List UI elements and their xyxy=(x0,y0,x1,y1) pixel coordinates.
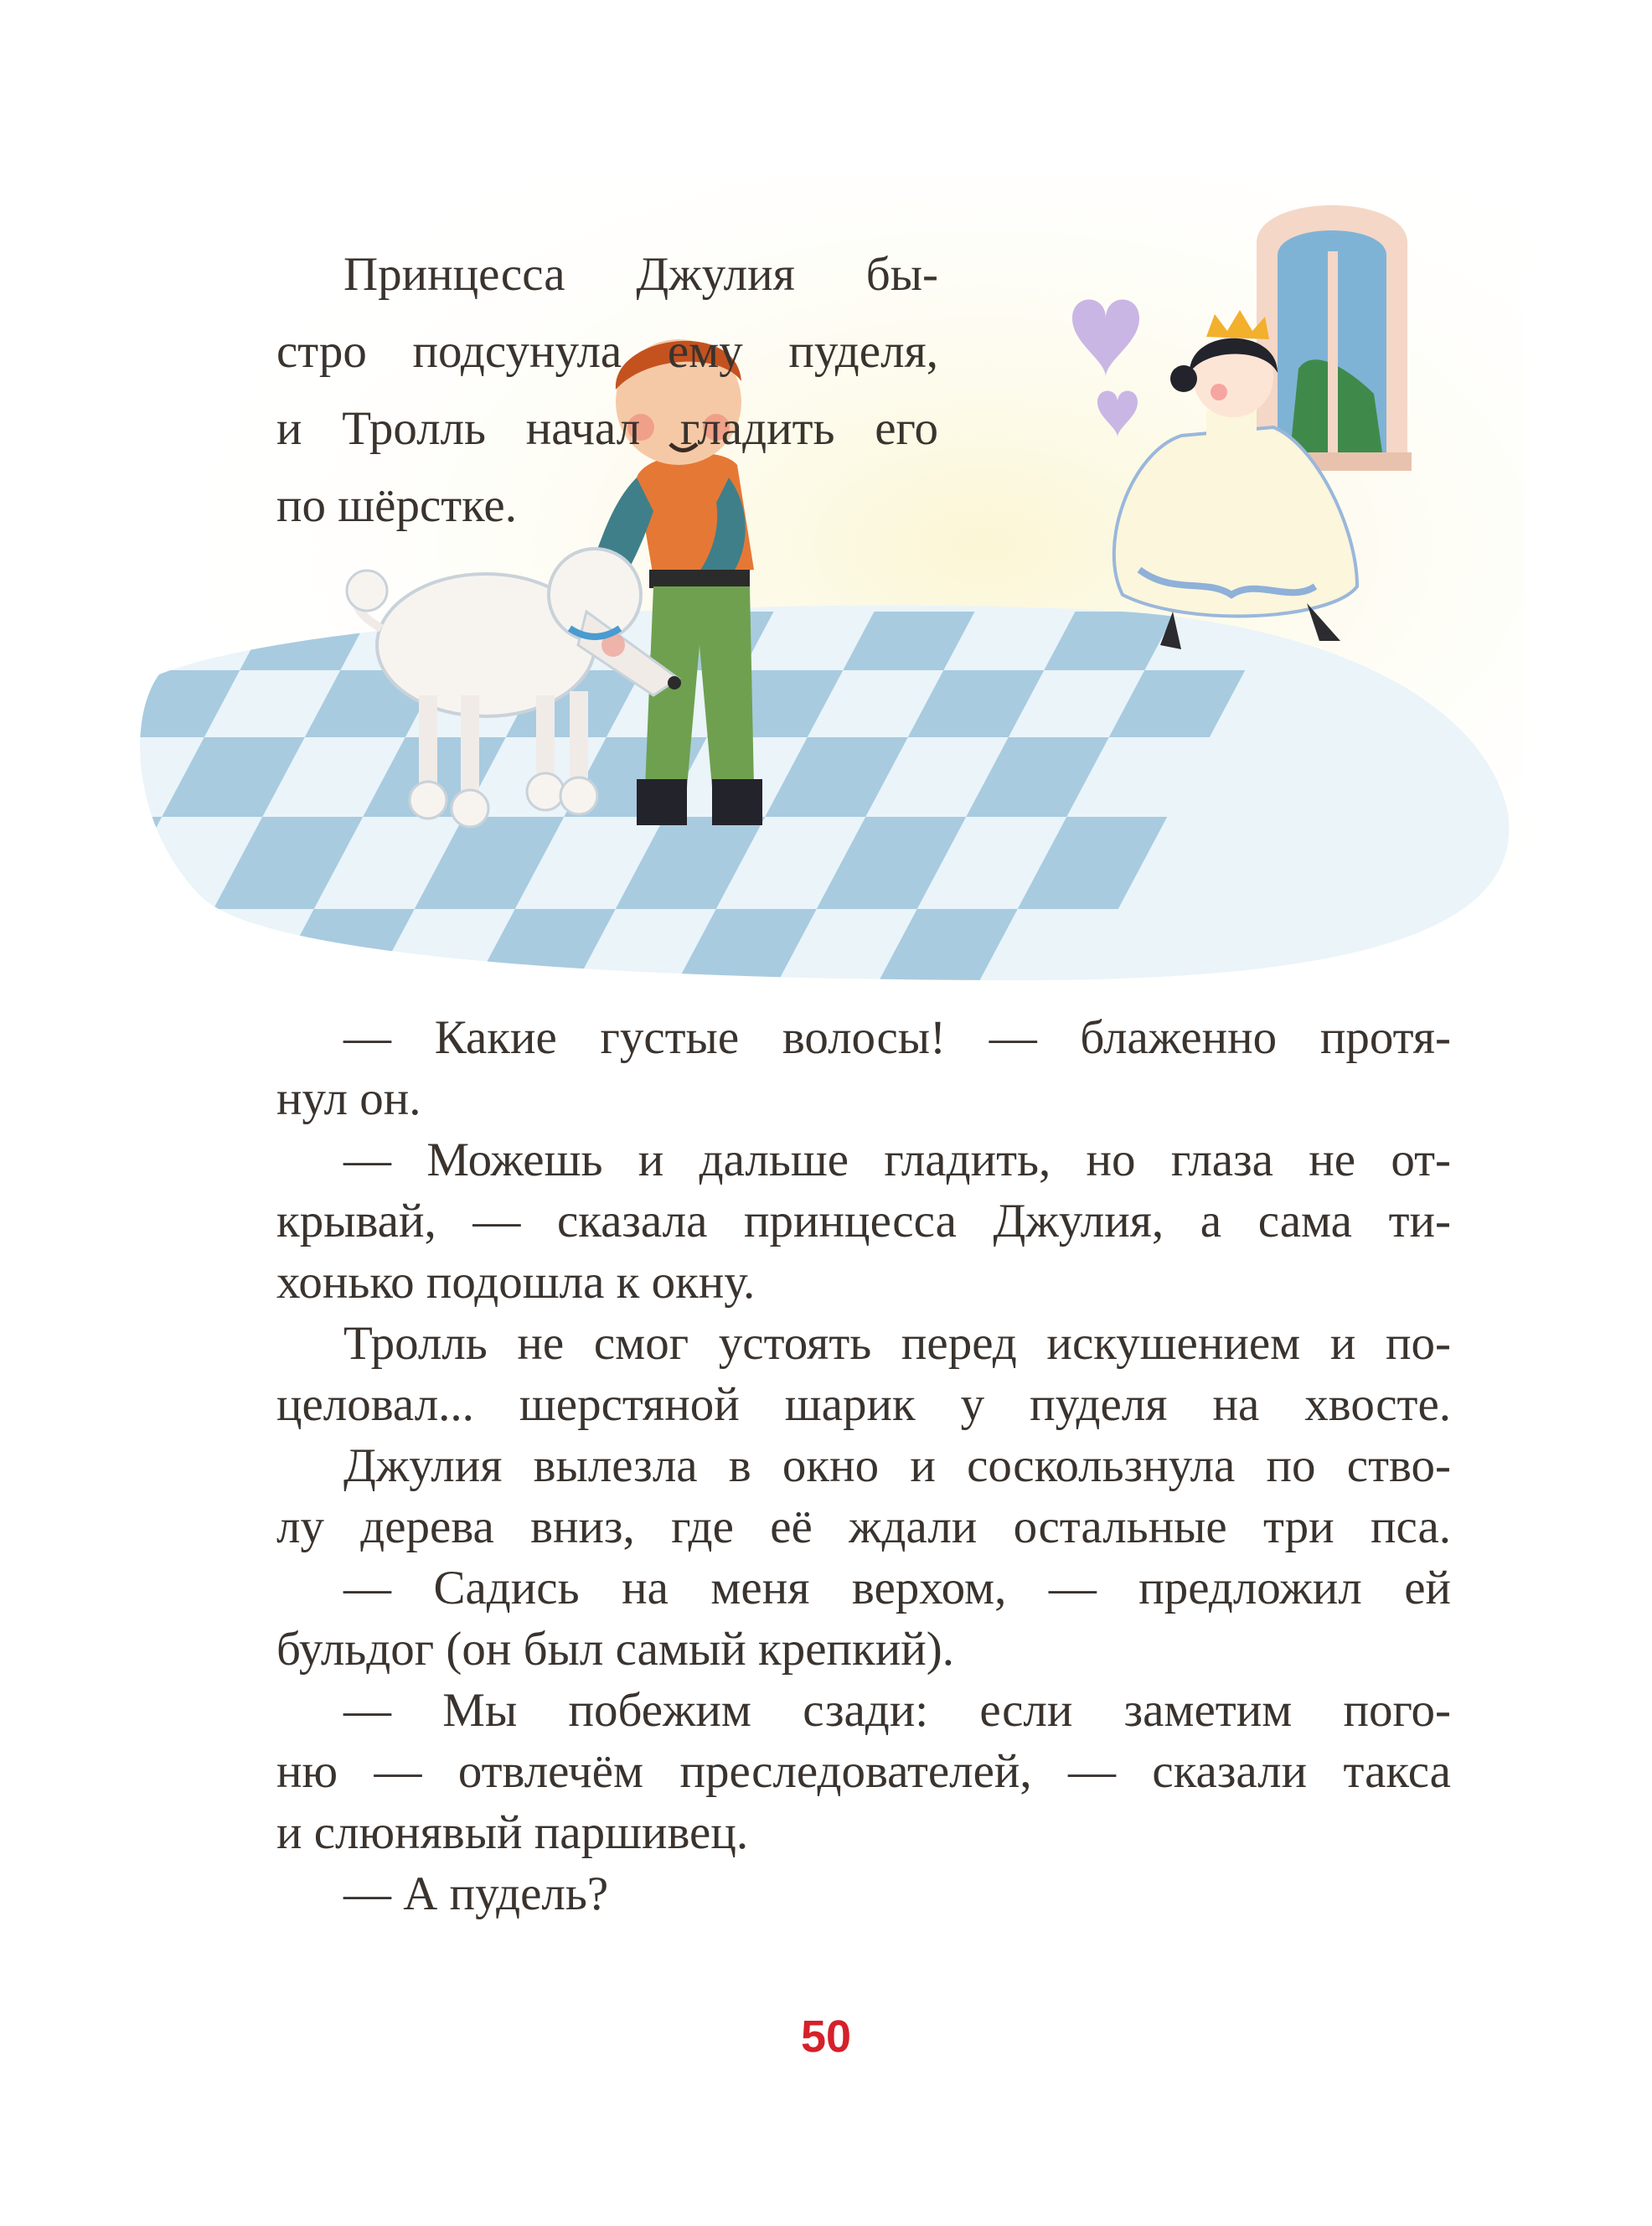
body-line: крывай, — сказала принцесса Джулия, а сама ти- xyxy=(276,1195,1451,1247)
page-number: 50 xyxy=(800,2012,852,2062)
body-line: — Можешь и дальше гладить, но глаза не от- xyxy=(343,1134,1451,1186)
body-line: — Какие густые волосы! — блаженно протя- xyxy=(343,1011,1451,1064)
intro-line: и Тролль начал гладить его xyxy=(276,402,938,455)
intro-line: Принцесса Джулия бы- xyxy=(343,248,938,301)
body-line: и слюнявый паршивец. xyxy=(276,1806,749,1859)
body-line: Джулия вылезла в окно и соскользнула по ство- xyxy=(343,1439,1451,1492)
intro-paragraph xyxy=(276,236,938,545)
body-line: бульдог (он был самый крепкий). xyxy=(276,1623,954,1676)
intro-line: стро подсунула ему пуделя, xyxy=(276,325,938,378)
body-line: хонько подошла к окну. xyxy=(276,1256,756,1309)
body-line: ню — отвлечём преследователей, — сказали такса xyxy=(276,1745,1451,1798)
intro-line: по шёрстке. xyxy=(276,479,517,532)
body-text xyxy=(276,1007,1451,1924)
poodle-tail-pompom xyxy=(347,571,387,611)
body-line: — А пудель? xyxy=(343,1867,609,1920)
body-line: целовал... шерстяной шарик у пуделя на хвосте. xyxy=(276,1378,1451,1431)
body-line: нул он. xyxy=(276,1072,421,1125)
body-line: — Садись на меня верхом, — предложил ей xyxy=(343,1562,1451,1614)
body-line: Тролль не смог устоять перед искушением и по- xyxy=(343,1317,1451,1370)
body-line: лу дерева вниз, где её ждали остальные три пса. xyxy=(276,1500,1451,1553)
body-line: — Мы побежим сзади: если заметим пого- xyxy=(343,1684,1451,1737)
